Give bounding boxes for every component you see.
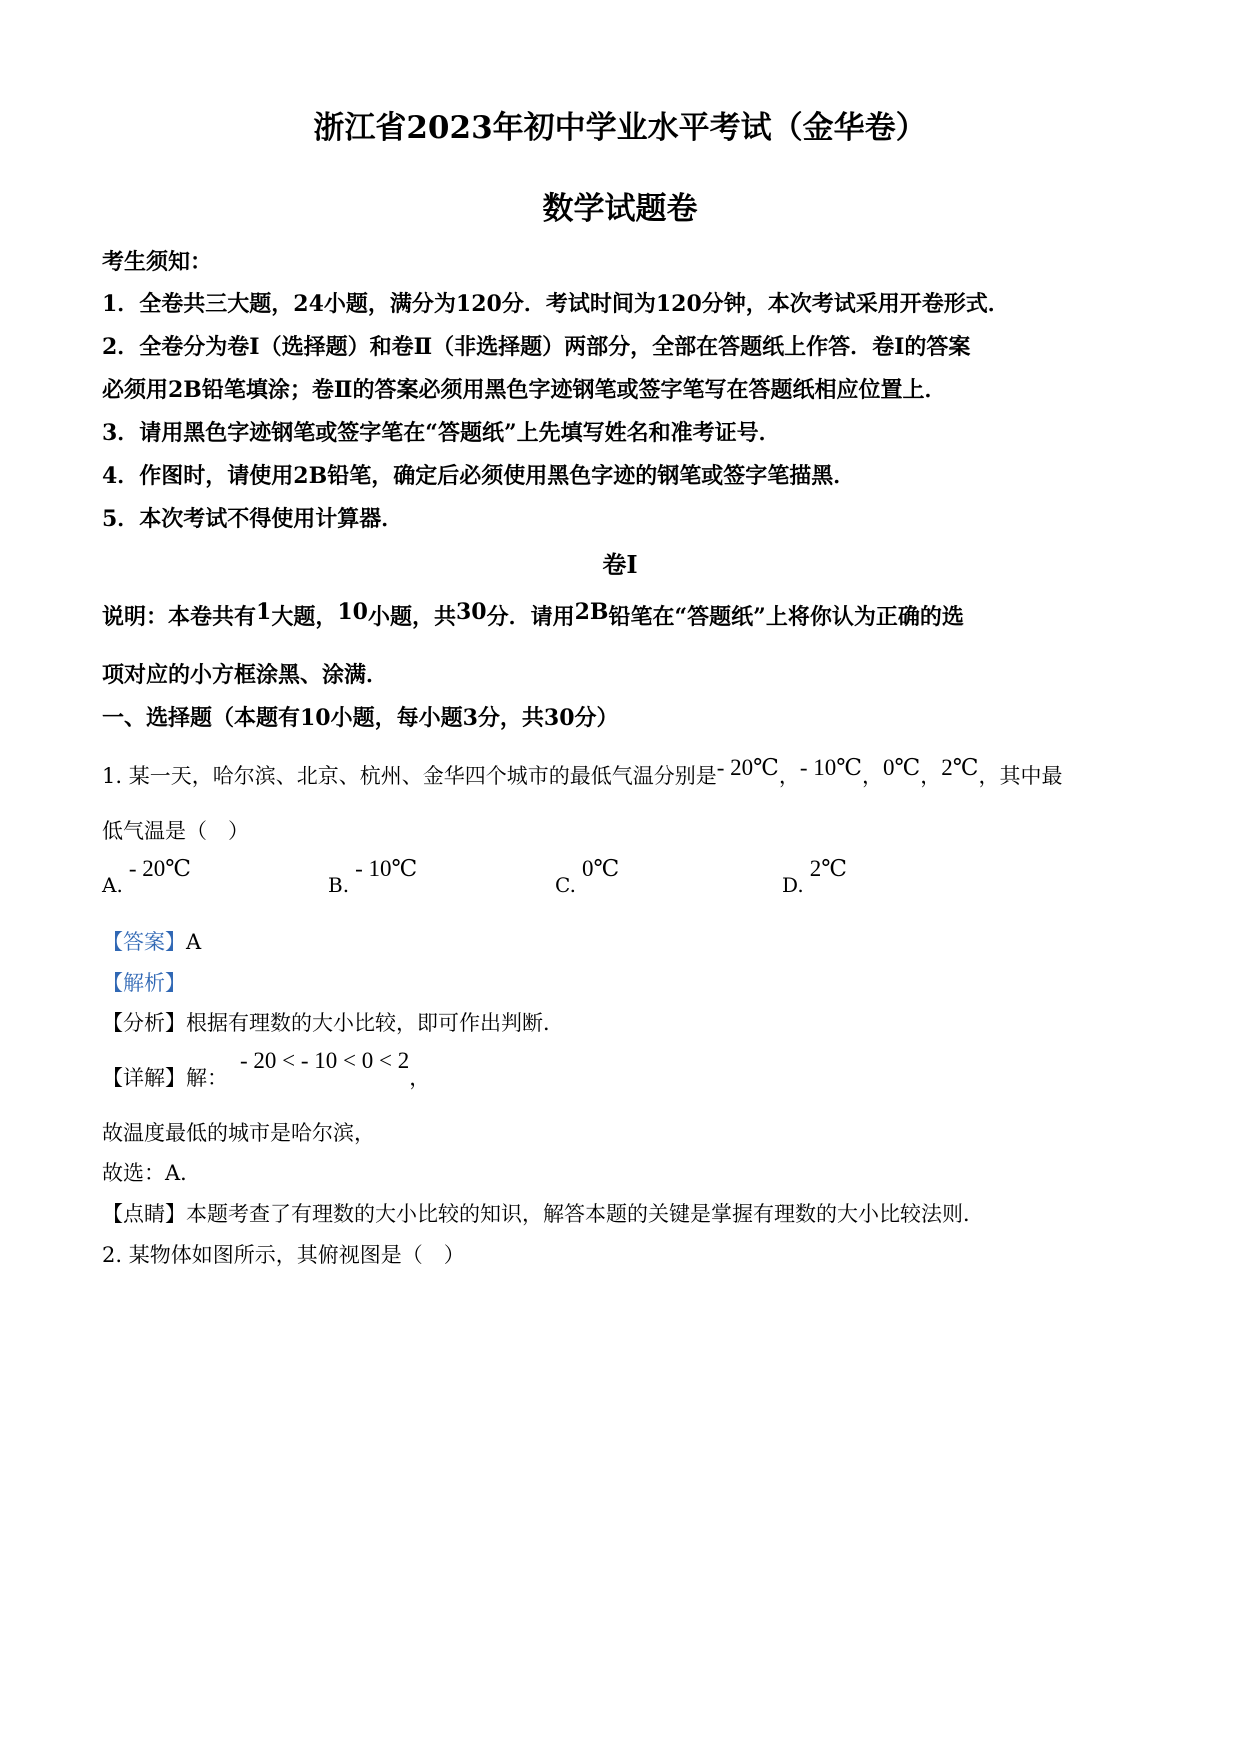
option-label: A. — [102, 873, 123, 897]
q1-stem-end: 其中最 — [999, 764, 1063, 788]
desc-number: 30 — [455, 599, 487, 625]
desc-number: 1 — [256, 599, 272, 625]
option-value: - 20℃ — [128, 856, 191, 881]
option-label: C. — [555, 873, 576, 897]
notice-item: 2．全卷分为卷Ⅰ（选择题）和卷Ⅱ（非选择题）两部分，全部在答题纸上作答．卷Ⅰ的答案 — [102, 334, 971, 360]
notice-item: 4．作图时，请使用2B铅笔，确定后必须使用黑色字迹的钢笔或签字笔描黑． — [102, 463, 856, 489]
q1-sep: ， — [778, 764, 800, 788]
q1-fenxi — [102, 1007, 564, 1037]
section-title: 卷Ⅰ — [602, 550, 638, 579]
analysis-tag: 【解析】 — [102, 971, 186, 995]
fenxi-text: 根据有理数的大小比较，即可作出判断． — [186, 1011, 564, 1035]
dianjing-tag: 【点睛】 — [102, 1202, 186, 1226]
section-description-line2: 项对应的小方框涂黑、涂满． — [102, 662, 389, 688]
notice-item: 1．全卷共三大题，24小题，满分为120分．考试时间为120分钟，本次考试采用开卷形式． — [102, 291, 1010, 317]
q1-value: - 20℃ — [716, 755, 779, 780]
q1-xiangjie — [102, 1048, 431, 1092]
q1-option-b — [328, 856, 418, 897]
inequality-expression: - 20 < - 10 < 0 < 2 — [240, 1048, 410, 1073]
q1-choice: 故选：A． — [102, 1161, 202, 1185]
question-2-stem: 2. 某物体如图所示，其俯视图是（ ） — [102, 1243, 465, 1267]
q1-result: 故温度最低的城市是哈尔滨， — [102, 1121, 375, 1145]
q1-answer — [102, 926, 201, 956]
option-value: 2℃ — [809, 856, 847, 881]
desc-text: 小题，共 — [367, 604, 456, 630]
question-1-stem-line2: 低气温是（ ） — [102, 819, 249, 843]
notice-heading: 考生须知： — [102, 249, 213, 275]
q1-value: 0℃ — [883, 755, 921, 780]
desc-text: 铅笔在“答题纸”上将你认为正确的选 — [608, 604, 964, 630]
q1-option-d — [782, 856, 847, 897]
option-value: 0℃ — [581, 856, 620, 881]
q1-stem-start: 1. 某一天，哈尔滨、北京、杭州、金华四个城市的最低气温分别是 — [102, 764, 717, 788]
q1-option-c — [555, 856, 620, 897]
answer-value: A — [186, 930, 202, 954]
page-title: 浙江省2023年初中学业水平考试（金华卷） — [313, 110, 927, 146]
q1-sep: ， — [920, 764, 942, 788]
notice-item: 必须用2B铅笔填涂；卷Ⅱ的答案必须用黑色字迹钢笔或签字笔写在答题纸相应位置上． — [102, 377, 947, 403]
q1-value: - 10℃ — [799, 755, 862, 780]
page-subtitle: 数学试题卷 — [542, 191, 698, 227]
option-label: B. — [328, 873, 350, 897]
q1-sep: ， — [862, 764, 883, 788]
q1-value: 2℃ — [941, 755, 979, 780]
xiangjie-tag: 【详解】 — [102, 1066, 186, 1090]
fenxi-tag: 【分析】 — [102, 1011, 186, 1035]
section-description — [102, 600, 964, 631]
desc-number: 2B — [574, 599, 609, 625]
desc-text: 分．请用 — [486, 604, 575, 630]
desc-text: 说明：本卷共有 — [102, 604, 257, 630]
option-value: - 10℃ — [355, 856, 418, 881]
xiangjie-prefix: 解： — [186, 1066, 228, 1090]
math-suffix: ， — [409, 1066, 431, 1090]
q1-dianjing — [102, 1198, 984, 1228]
desc-number: 10 — [337, 599, 368, 625]
dianjing-text: 本题考查了有理数的大小比较的知识，解答本题的关键是掌握有理数的大小比较法则． — [186, 1202, 984, 1226]
q1-sep: ， — [978, 764, 1000, 788]
part-heading: 一、选择题（本题有10小题，每小题3分，共30分） — [102, 705, 619, 731]
notice-item: 3．请用黑色字迹钢笔或签字笔在“答题纸”上先填写姓名和准考证号． — [102, 420, 781, 446]
notice-item: 5．本次考试不得使用计算器． — [102, 506, 404, 532]
q1-option-a — [102, 856, 191, 897]
option-label: D. — [782, 873, 804, 897]
question-1-stem — [102, 755, 1063, 790]
answer-tag: 【答案】 — [102, 930, 186, 954]
desc-text: 大题， — [271, 604, 338, 630]
